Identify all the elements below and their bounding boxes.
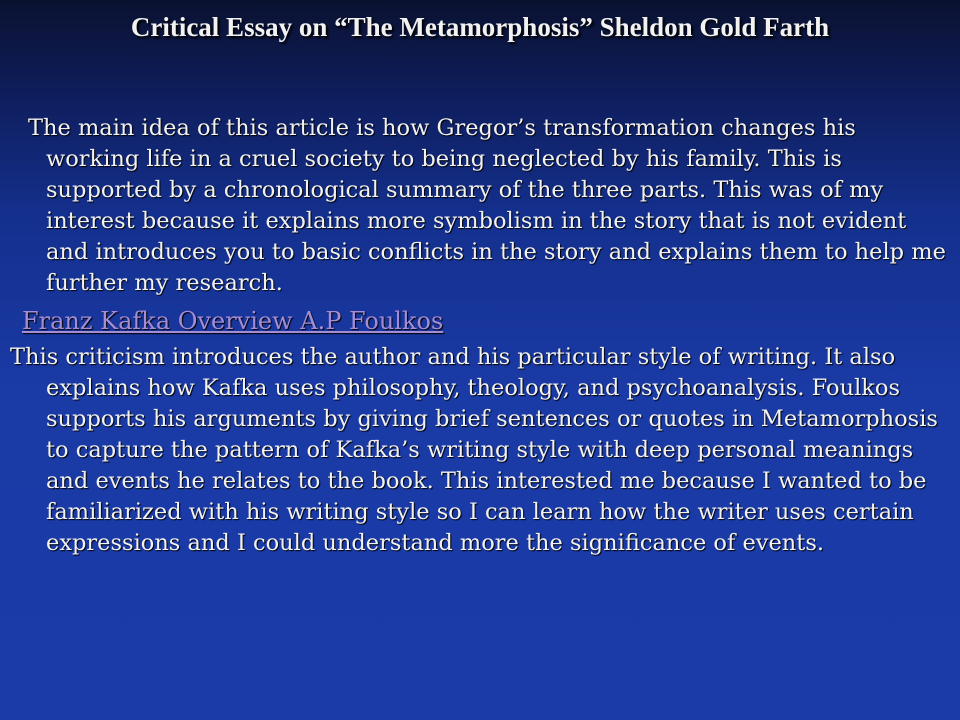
- slide-title: Critical Essay on “The Metamorphosis” Sheldon Gold Farth: [130, 12, 830, 42]
- paragraph-summary-2: This criticism introduces the author and his particular style of writing. It also explains how Kafka uses philosophy, theology, and psychoanalysis. Foulkos supports his arguments by giving brief sentences or quotes in Metamorphosis to capture the pattern of Kafka’s writing style with deep personal meanings and events he relates to the book. This interested me because I wanted to be familiarized with his writing style so I can learn how the writer uses certain expressions and I could understand more the significance of events.: [10, 344, 938, 556]
- paragraph-summary-1: The main idea of this article is how Gregor’s transformation changes his working life in a cruel society to being neglected by his family. This is supported by a chronological summary of the three parts. This was of my interest because it explains more symbolism in the story that is not evident and introduces you to basic conflicts in the story and explains them to help me further my research.: [28, 115, 946, 296]
- source-link-kafka-overview[interactable]: Franz Kafka Overview A.P Foulkos: [22, 307, 444, 335]
